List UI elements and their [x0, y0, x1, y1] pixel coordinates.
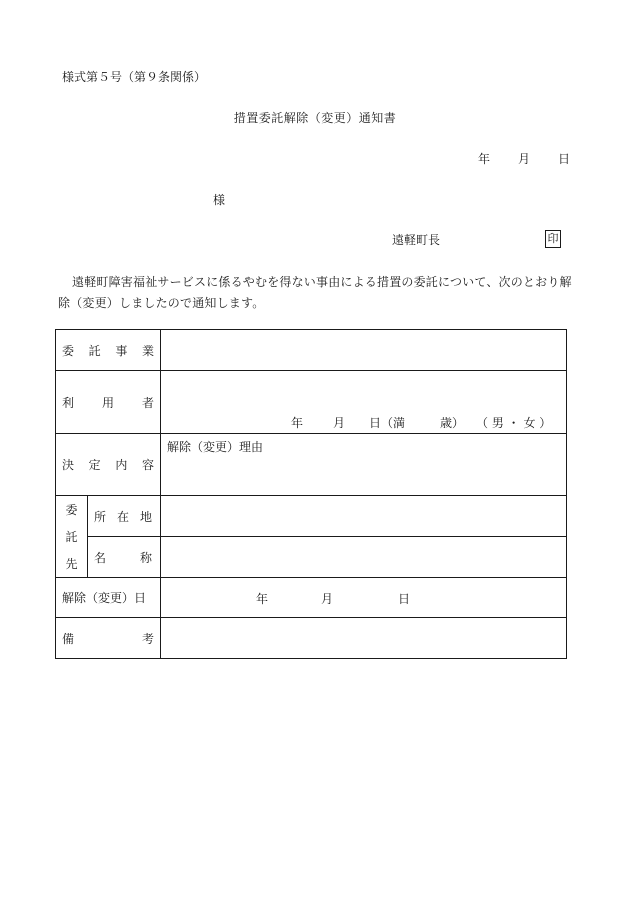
remarks-label: 備 考	[56, 618, 161, 659]
change-date-month: 月	[321, 592, 334, 606]
issue-date	[478, 150, 570, 167]
reason-label: 解除（変更）理由	[167, 440, 264, 454]
table-row	[56, 371, 567, 434]
user-label: 利 用 者	[56, 371, 161, 434]
table-row	[56, 618, 567, 659]
address-field[interactable]	[161, 496, 567, 537]
form-number-label: 様式第５号（第９条関係）	[62, 70, 207, 84]
consignee-label: 委 託 先	[56, 496, 88, 578]
user-field[interactable]	[161, 371, 567, 434]
seal-mark: 印	[545, 230, 561, 248]
table-row	[56, 537, 567, 578]
notice-body-text: 遠軽町障害福祉サービスに係るやむを得ない事由による措置の委託について、次のとおり解除（変更）しましたので通知します。	[58, 275, 572, 310]
table-row	[56, 434, 567, 496]
table-row	[56, 330, 567, 371]
name-label: 名 称	[88, 537, 161, 578]
name-field[interactable]	[161, 537, 567, 578]
change-date-day: 日	[398, 592, 411, 606]
notice-form-table	[55, 329, 567, 659]
user-birth-month: 月	[333, 416, 346, 430]
issue-date-month: 月	[518, 152, 531, 166]
address-label: 所 在 地	[88, 496, 161, 537]
decision-label: 決 定 内 容	[56, 434, 161, 496]
table-row	[56, 496, 567, 537]
user-gender: （ 男 ・ 女 ）	[476, 416, 552, 430]
change-date-year: 年	[256, 592, 269, 606]
consignment-business-field[interactable]	[161, 330, 567, 371]
remarks-field[interactable]	[161, 618, 567, 659]
consignment-business-label: 委 託 事 業	[56, 330, 161, 371]
change-date-field[interactable]	[161, 578, 567, 618]
user-birth-year: 年	[291, 416, 304, 430]
table-row	[56, 578, 567, 618]
issue-date-year: 年	[478, 152, 491, 166]
issue-date-day: 日	[558, 152, 571, 166]
decision-field[interactable]	[161, 434, 567, 496]
user-age: 歳）	[440, 416, 465, 430]
addressee-suffix: 様	[213, 193, 226, 207]
document-title: 措置委託解除（変更）通知書	[233, 111, 397, 125]
issuer-name: 遠軽町長	[392, 233, 441, 247]
user-birth-day: 日（満	[369, 416, 406, 430]
change-date-label: 解除（変更）日	[56, 578, 161, 618]
